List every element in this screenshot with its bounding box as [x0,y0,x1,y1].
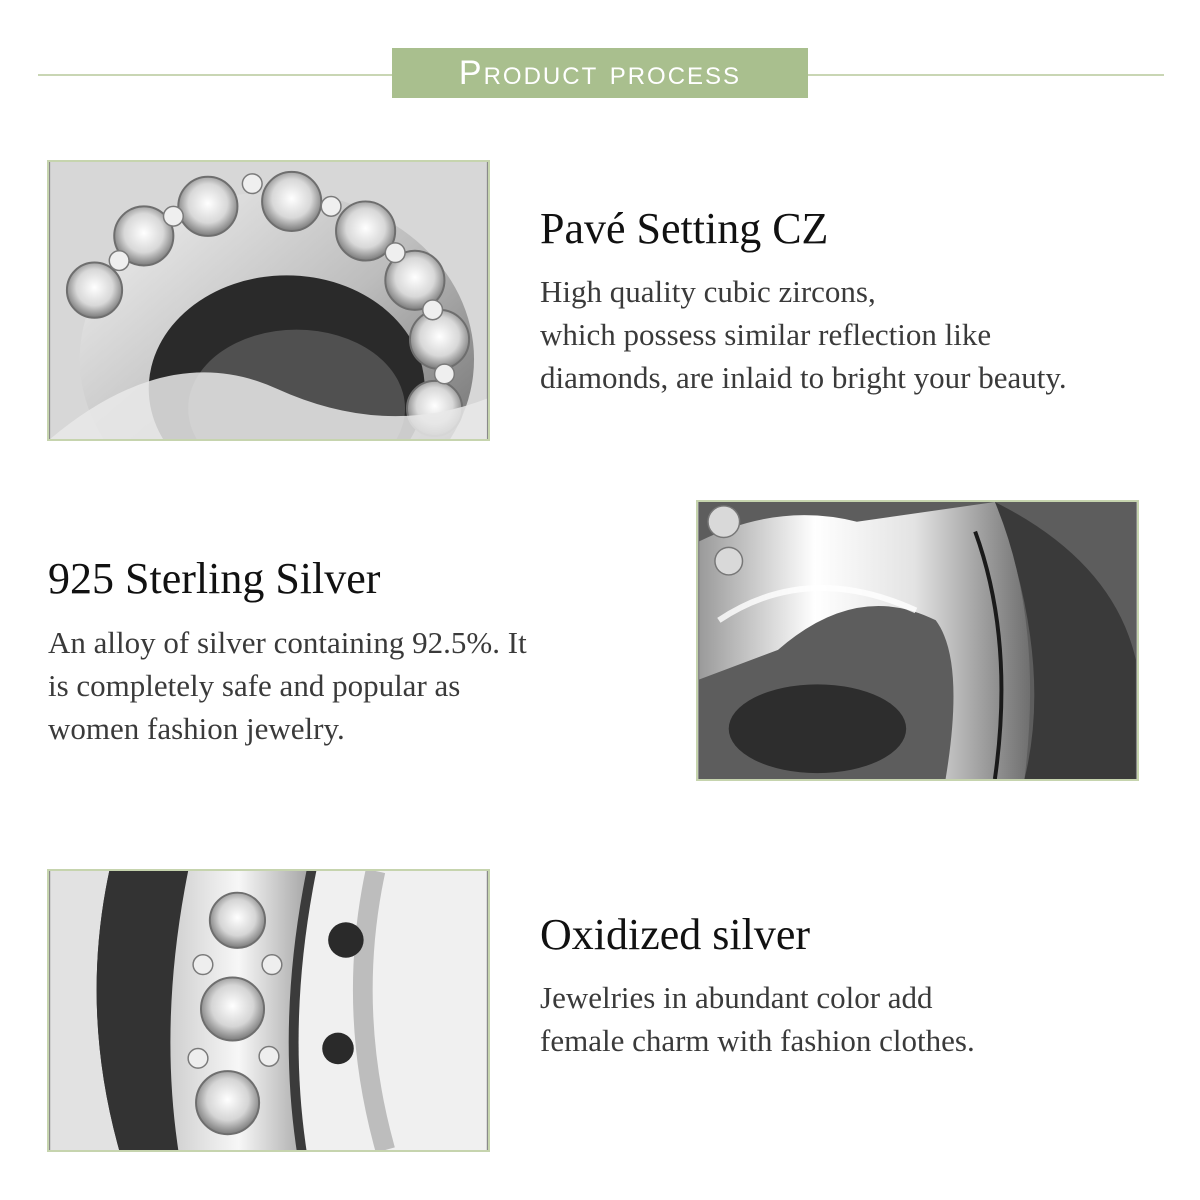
oxidized-silver-photo [47,869,490,1152]
feature-line: diamonds, are inlaid to bright your beauty. [540,360,1067,395]
feature-line: An alloy of silver containing 92.5%. It [48,625,527,660]
feature-description-pave [540,270,1067,399]
section-banner: Product process [392,48,808,98]
feature-line: female charm with fashion clothes. [540,1023,975,1058]
sterling-silver-closeup-icon [698,502,1137,779]
feature-line: Jewelries in abundant color add [540,980,933,1015]
feature-line: is completely safe and popular as [48,668,461,703]
feature-line: High quality cubic zircons, [540,274,876,309]
feature-title-oxidized: Oxidized silver [540,910,811,959]
header-divider-right [808,74,1164,76]
feature-title-pave: Pavé Setting CZ [540,204,829,253]
feature-description-sterling [48,621,527,750]
oxidized-silver-closeup-icon [49,871,488,1150]
sterling-silver-photo [696,500,1139,781]
feature-description-oxidized [540,976,975,1062]
pave-setting-photo [47,160,490,441]
feature-title-sterling: 925 Sterling Silver [48,554,381,603]
header-divider-left [38,74,392,76]
pave-cz-closeup-icon [49,162,488,439]
feature-line: which possess similar reflection like [540,317,992,352]
feature-line: women fashion jewelry. [48,711,345,746]
